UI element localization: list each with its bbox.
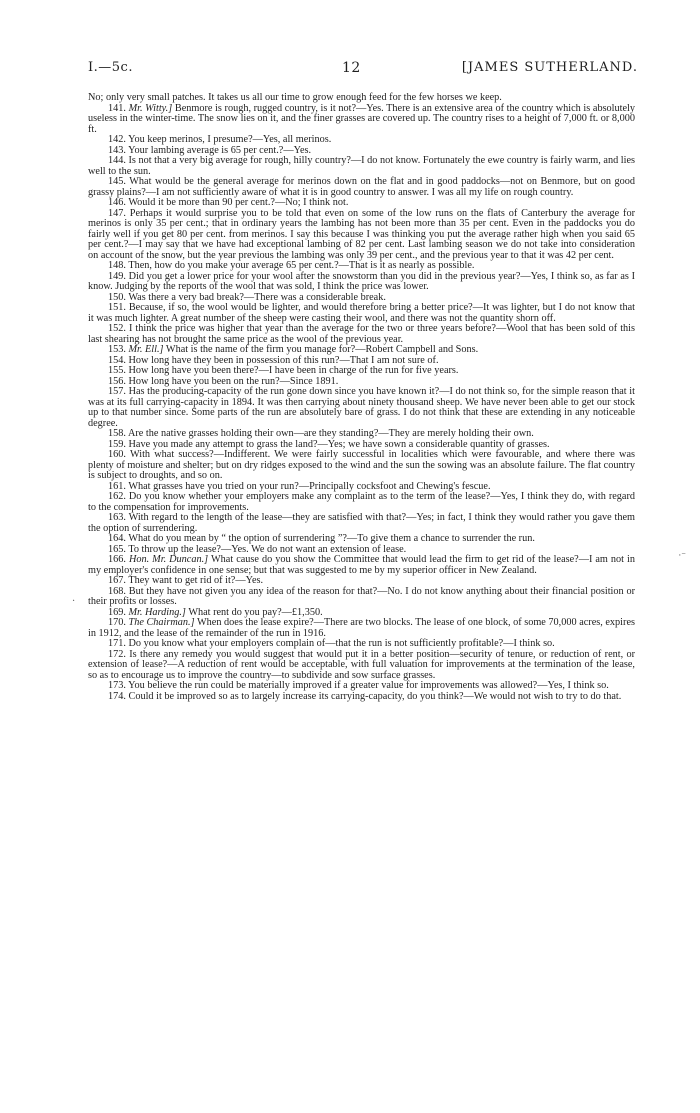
witness-name: [JAMES SUTHERLAND.	[461, 60, 638, 75]
page-number: 12	[342, 60, 361, 76]
question-number: 154.	[108, 354, 129, 366]
question-number: 155.	[108, 365, 129, 376]
testimony-paragraph	[88, 587, 635, 608]
question-number: 153.	[108, 344, 129, 355]
question-number: 147.	[108, 207, 130, 219]
paragraph-text: Could it be improved so as to largely increase its carrying-capacity, do you think?—We would not wish to try to do that.	[128, 690, 622, 702]
paragraph-text: How long have you been there?—I have been in charge of the run for five years.	[128, 365, 459, 376]
paragraph-text: How long have they been in possession of this run?—That I am not sure of.	[128, 354, 439, 366]
testimony-paragraph	[88, 618, 635, 639]
question-number: 149.	[108, 270, 129, 282]
paragraph-text: What rent do you pay?—£1,350.	[188, 606, 323, 618]
paragraph-text: Have you made any attempt to grass the land?—Yes; we have sown a considerable quantity of grasses.	[128, 438, 550, 450]
question-number: 171.	[108, 638, 129, 649]
testimony-paragraph	[88, 513, 635, 534]
question-number: 156.	[108, 375, 129, 387]
paragraph-text: Has the producing-capacity of the run gone down since you have known it?—I do not think so, for the simple reason that it was at its full carrying-capacity in 1894. It was then carrying about ninety thousand sheep. We have never been able to get our stock up to that number since. Some parts of the run are absolutely bare of grass. I do not think that these are extending in any noticeable degree.	[88, 386, 635, 429]
question-number: 152.	[108, 323, 129, 334]
speaker-name: Mr. Ell.]	[128, 344, 164, 355]
paragraph-text: Because, if so, the wool would be lighter, and would therefore bring a better price?—It was lighter, but I do not know that it was much lighter. A great number of the sheep were casting their wool, and there was not the quantity shorn off.	[88, 302, 636, 324]
speaker-name: Hon. Mr. Duncan.]	[128, 554, 209, 565]
question-number: 173.	[108, 680, 129, 691]
question-number: 146.	[108, 197, 129, 208]
testimony-paragraph	[88, 387, 635, 429]
paragraph-text: To throw up the lease?—Yes. We do not want an extension of lease.	[128, 543, 407, 555]
paragraph-text: What cause do you show the Committee that would lead the firm to get rid of the lease?—I am not in my employer's confidence in one sense; but that was suggested to me by my superior officer in New Zealand.	[88, 554, 635, 576]
report-reference: I.—5c.	[88, 60, 133, 75]
paragraph-text: Are the native grasses holding their own—are they standing?—They are merely holding their own.	[127, 428, 534, 439]
question-number: 159.	[108, 438, 129, 450]
question-number: 158.	[108, 428, 128, 439]
paragraph-text: What is the name of the firm you manage for?—Robert Campbell and Sons.	[165, 344, 479, 355]
paragraph-text: No; only very small patches. It takes us all our time to grow enough feed for the few horses we keep.	[88, 92, 502, 103]
speaker-name: Mr. Harding.]	[128, 606, 186, 618]
paragraph-text: Benmore is rough, rugged country, is it not?—Yes. There is an extensive area of the country which is absolutely useless in the winter-time. The snow lies on it, and the finer grasses are covered up. The country rises to a height of 7,000 ft. or 8,000 ft.	[88, 102, 636, 135]
question-number: 170.	[108, 617, 129, 628]
question-number: 150.	[108, 291, 129, 303]
question-number: 168.	[108, 585, 129, 597]
paragraph-text: They want to get rid of it?—Yes.	[128, 575, 264, 586]
margin-mark: ·⁻	[678, 551, 686, 561]
paragraph-text: What grasses have you tried on your run?—Principally cocksfoot and Chewing's fescue.	[128, 480, 491, 492]
testimony-paragraph	[88, 650, 635, 682]
question-number: 162.	[108, 491, 129, 502]
margin-dot: ·	[72, 596, 76, 607]
paragraph-text: But they have not given you any idea of the reason for that?—No. I do not know anything about their financial position or their profits or losses.	[88, 585, 636, 607]
testimony-paragraph	[88, 450, 635, 482]
paragraph-text: How long have you been on the run?—Since 1891.	[128, 375, 339, 387]
question-number: 174.	[108, 690, 129, 702]
paragraph-text: You believe the run could be materially improved if a greater value for improvements was allowed?—Yes, I think so.	[128, 680, 609, 691]
question-number: 151.	[108, 302, 129, 313]
testimony-body	[88, 93, 635, 702]
question-number: 143.	[108, 144, 129, 156]
paragraph-text: Did you get a lower price for your wool after the snowstorm than you did in the previous year?—Yes, I think so, as far as I know. Judging by the reports of the wool that was sold, I think the price was lower.	[88, 270, 636, 292]
paragraph-text: Perhaps it would surprise you to be told that even on some of the low runs on the flats of Canterbury the average for merinos is only 35 per cent.; that in ordinary years the lambing has not been more than 35 per cent. Even in the paddocks you do fairly well if you get 80 per cent. from merinos. I say this because I was thinking you put the average rather high when you said 65 per cent.?—I may say that we have had exceptional lambing of 82 per cent. Last lambing season we do not take into consideration on account of the snow, but the year previous the lambing was only 39 per cent., and the previous year to that it was 42 per cent.	[88, 207, 635, 261]
testimony-paragraph	[88, 492, 635, 513]
paragraph-text: You keep merinos, I presume?—Yes, all merinos.	[128, 134, 332, 145]
paragraph-text: What do you mean by “ the option of surrendering ”?—To give them a chance to surrender the run.	[128, 533, 535, 544]
question-number: 141.	[108, 102, 129, 114]
testimony-paragraph	[88, 692, 635, 703]
testimony-paragraph	[88, 272, 635, 293]
question-number: 148.	[108, 260, 129, 271]
paragraph-text: Would it be more than 90 per cent.?—No; I think not.	[128, 197, 349, 208]
question-number: 157.	[108, 386, 129, 397]
question-number: 165.	[108, 543, 129, 555]
testimony-paragraph	[88, 555, 635, 576]
testimony-paragraph	[88, 303, 635, 324]
paragraph-text: Do you know what your employers complain of—that the run is not sufficiently profitable?—I think so.	[128, 638, 555, 649]
paragraph-text: What would be the general average for merinos down on the flat and in good paddocks—not on Benmore, but on good grassy plains?—I am not sufficiently aware of what it is in good country to answer. I was all my life on rough country.	[88, 176, 635, 198]
paragraph-text: Was there a very bad break?—There was a considerable break.	[128, 291, 386, 303]
question-number: 145.	[108, 176, 130, 187]
question-number: 142.	[108, 134, 129, 145]
question-number: 167.	[108, 575, 129, 586]
question-number: 161.	[108, 480, 129, 492]
question-number: 144.	[108, 155, 129, 166]
question-number: 166.	[108, 554, 129, 565]
testimony-paragraph	[88, 209, 635, 262]
paragraph-text: Then, how do you make your average 65 per cent.?—That is it as nearly as possible.	[128, 260, 475, 271]
paragraph-text: Is there any remedy you would suggest that would put it in a better position—security of tenure, or reduction of rent, or extension of lease?—A reduction of rent would be acceptable, with full valuation for improvements at the termination of the lease, so as to encourage us to improve the country—to subdivide and sow surface grasses.	[88, 648, 636, 681]
testimony-paragraph	[88, 156, 635, 177]
testimony-paragraph	[88, 324, 635, 345]
paragraph-text: Is not that a very big average for rough, hilly country?—I do not know. Fortunately the ewe country is fairly warm, and lies well to the sun.	[88, 155, 635, 177]
question-number: 169.	[108, 606, 129, 618]
paragraph-text: I think the price was higher that year than the average for the two or three years before?—Wool that has been sold of this last shearing has not brought the same price as the wool of the previous year.	[88, 323, 635, 345]
testimony-paragraph	[88, 177, 635, 198]
testimony-paragraph	[88, 104, 635, 136]
paragraph-text: With what success?—Indifferent. We were fairly successful in localities which were favourable, and where there was plenty of moisture and shelter; but on dry ridges exposed to the wind and the sun the sowing was an absolute failure. The flat country is subject to droughts, and so on.	[88, 449, 635, 481]
speaker-name: The Chairman.]	[128, 617, 195, 628]
paragraph-text: Do you know whether your employers make any complaint as to the term of the lease?—Yes, I think they do, with regard to the compensation for improvements.	[88, 491, 635, 513]
page-header	[88, 60, 638, 82]
paragraph-text: Your lambing average is 65 per cent.?—Yes.	[128, 144, 312, 156]
question-number: 160.	[108, 449, 130, 460]
paragraph-text: With regard to the length of the lease—they are satisfied with that?—Yes; in fact, I think they would rather you gave them the option of surrendering.	[88, 512, 635, 534]
question-number: 172.	[108, 648, 130, 660]
question-number: 164.	[108, 533, 129, 544]
paragraph-text: When does the lease expire?—There are two blocks. The lease of one block, of some 70,000 acres, expires in 1912, and the lease of the remainder of the run in 1916.	[88, 617, 635, 639]
question-number: 163.	[108, 512, 129, 523]
speaker-name: Mr. Witty.]	[128, 102, 173, 114]
